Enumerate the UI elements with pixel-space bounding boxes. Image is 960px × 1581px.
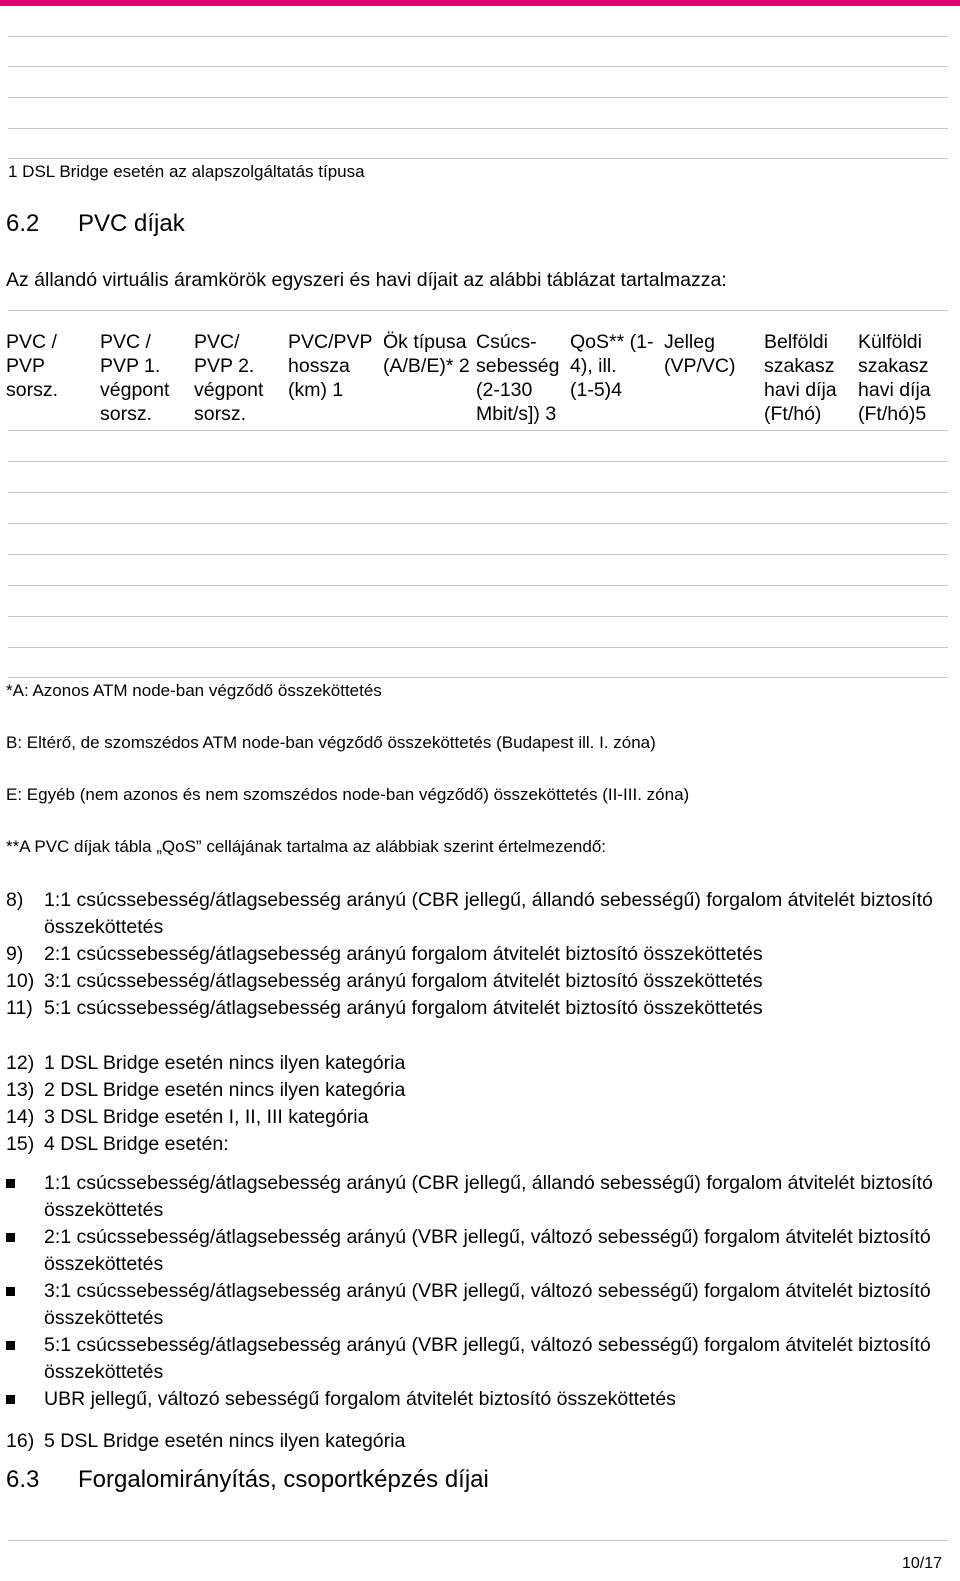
list-item: 10) 3:1 csúcssebesség/átlagsebesség arányú forgalom átvitelét biztosító összeköttetés (6, 970, 763, 992)
column-header-domestic-fee: Belföldi szakasz havi díja (Ft/hó) (764, 331, 837, 425)
list-item: 13) 2 DSL Bridge esetén nincs ilyen kategória (6, 1079, 406, 1101)
column-header-endpoint-1: PVC / PVP 1. végpont sorsz. (100, 331, 170, 425)
bullet-item: UBR jellegű, változó sebességű forgalom átvitelét biztosító összeköttetés (6, 1386, 944, 1413)
note-e: E: Egyéb (nem azonos és nem szomszédos node-ban végződő) összeköttetés (II-III. zóna) (6, 785, 690, 804)
section-title: Forgalomirányítás, csoportképzés díjai (78, 1466, 489, 1493)
list-item: 9) 2:1 csúcssebesség/átlagsebesség arányú forgalom átvitelét biztosító összeköttetés (6, 943, 763, 965)
section-heading-6-2 (6, 210, 185, 238)
bullet-square-icon (6, 1179, 15, 1188)
page-number: 10/17 (901, 1555, 942, 1572)
column-header-endpoint-2: PVC/ PVP 2. végpont sorsz. (194, 331, 264, 425)
bullet-item: 2:1 csúcssebesség/átlagsebesség arányú (VBR jellegű, változó sebességű) forgalom átvitelét biztosító összeköttetés (6, 1224, 944, 1278)
footnote-service-type: 1 DSL Bridge esetén az alapszolgáltatás típusa (8, 162, 365, 181)
dsl-list (6, 1050, 944, 1158)
list-item: 8) 1:1 csúcssebesség/átlagsebesség arányú (CBR jellegű, állandó sebességű) forgalom átvitelét biztosító összeköttetés (6, 889, 933, 938)
column-header-type: Jelleg (VP/VC) (664, 331, 736, 377)
qos-list (6, 887, 944, 1022)
dsl4-bullet-list (6, 1170, 944, 1413)
intro-paragraph: Az állandó virtuális áramkörök egyszeri és havi díjait az alábbi táblázat tartalmazza: (6, 269, 727, 291)
last-list (6, 1428, 944, 1455)
column-header-qos: QoS** (1- 4), ill. (1-5)4 (570, 331, 654, 401)
bullet-item: 1:1 csúcssebesség/átlagsebesség arányú (CBR jellegű, állandó sebességű) forgalom átvitelét biztosító összeköttetés (6, 1170, 944, 1224)
list-item: 16) 5 DSL Bridge esetén nincs ilyen kategória (6, 1430, 406, 1452)
note-qos-intro: **A PVC díjak tábla „QoS” cellájának tartalma az alábbiak szerint értelmezendő: (6, 837, 607, 856)
bullet-square-icon (6, 1287, 15, 1296)
list-item: 12) 1 DSL Bridge esetén nincs ilyen kategória (6, 1052, 406, 1074)
list-item: 11) 5:1 csúcssebesség/átlagsebesség arányú forgalom átvitelét biztosító összeköttetés (6, 997, 763, 1019)
bullet-item: 3:1 csúcssebesség/átlagsebesség arányú (VBR jellegű, változó sebességű) forgalom átvitelét biztosító összeköttetés (6, 1278, 944, 1332)
bullet-square-icon (6, 1341, 15, 1350)
list-item: 15) 4 DSL Bridge esetén: (6, 1133, 229, 1155)
footer-divider (8, 1540, 948, 1541)
column-header-peak-speed: Csúcs- sebesség (2-130 Mbit/s]) 3 (476, 331, 560, 425)
section-heading-6-3 (6, 1466, 489, 1494)
column-header-foreign-fee: Külföldi szakasz havi díja (Ft/hó)5 (858, 331, 931, 425)
list-item: 14) 3 DSL Bridge esetén I, II, III kategória (6, 1106, 369, 1128)
note-a: *A: Azonos ATM node-ban végződő összeköttetés (6, 681, 382, 700)
section-title: PVC díjak (78, 210, 185, 237)
bullet-square-icon (6, 1233, 15, 1242)
note-b: B: Eltérő, de szomszédos ATM node-ban végződő összeköttetés (Budapest ill. I. zóna) (6, 733, 656, 752)
section-number: 6.2 (6, 210, 40, 237)
column-header-ok-type: Ök típusa (A/B/E)* 2 (383, 331, 470, 377)
bullet-square-icon (6, 1395, 15, 1404)
brand-accent-bar (0, 0, 960, 6)
bullet-item: 5:1 csúcssebesség/átlagsebesség arányú (VBR jellegű, változó sebességű) forgalom átvitelét biztosító összeköttetés (6, 1332, 944, 1386)
section-number: 6.3 (6, 1466, 40, 1493)
column-header-pvc-number: PVC / PVP sorsz. (6, 331, 59, 401)
column-header-length: PVC/PVP hossza (km) 1 (288, 331, 373, 401)
